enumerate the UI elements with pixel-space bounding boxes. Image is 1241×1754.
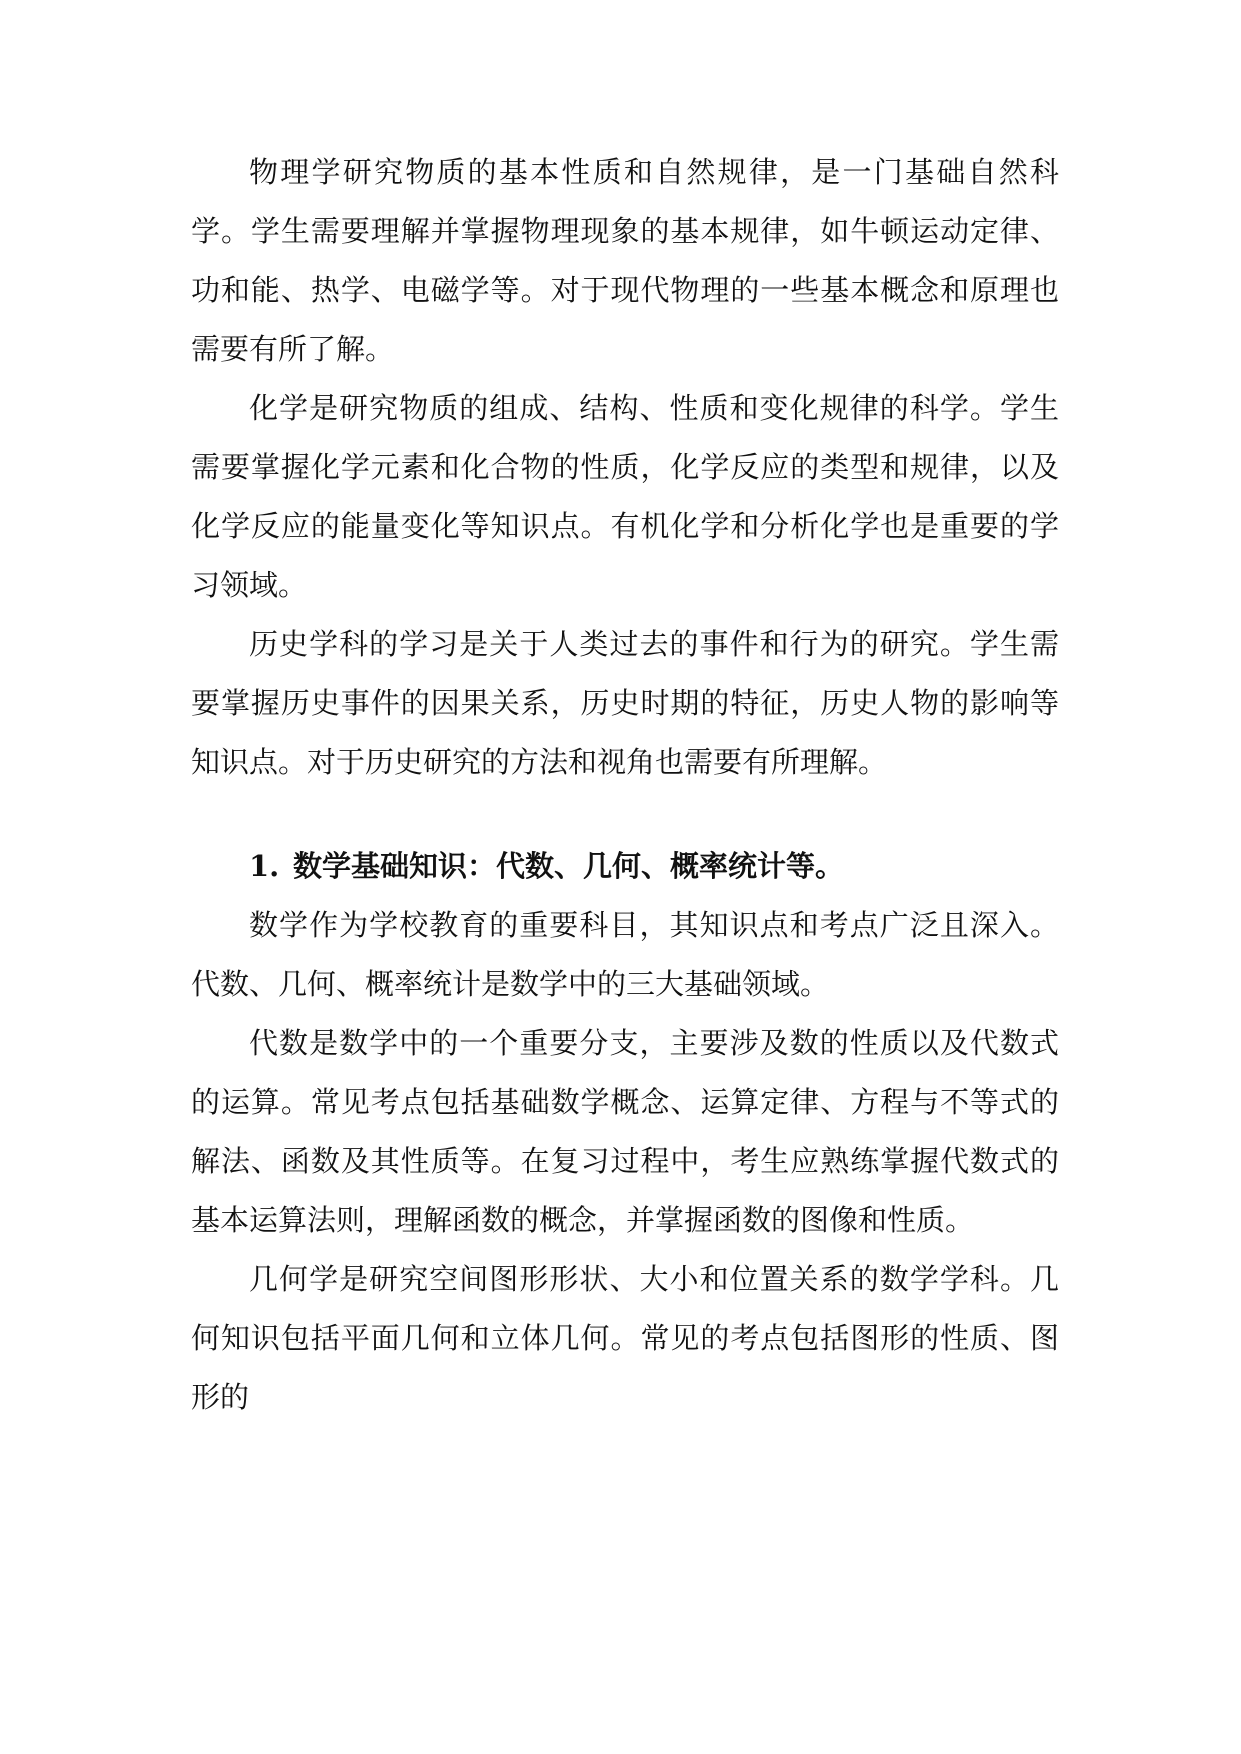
section-heading-number: 1.	[249, 849, 280, 883]
paragraph-physics: 物理学研究物质的基本性质和自然规律，是一门基础自然科学。学生需要理解并掌握物理现象的基本规律，如牛顿运动定律、功和能、热学、电磁学等。对于现代物理的一些基本概念和原理也需要有所了解。	[191, 155, 1059, 366]
paragraph-geometry: 几何学是研究空间图形形状、大小和位置关系的数学学科。几何知识包括平面几何和立体几何。常见的考点包括图形的性质、图形的	[191, 1262, 1059, 1414]
paragraph-chemistry: 化学是研究物质的组成、结构、性质和变化规律的科学。学生需要掌握化学元素和化合物的性质，化学反应的类型和规律，以及化学反应的能量变化等知识点。有机化学和分析化学也是重要的学习领域。	[191, 391, 1059, 602]
paragraph-history: 历史学科的学习是关于人类过去的事件和行为的研究。学生需要掌握历史事件的因果关系，历史时期的特征，历史人物的影响等知识点。对于历史研究的方法和视角也需要有所理解。	[191, 627, 1059, 779]
paragraph-algebra: 代数是数学中的一个重要分支，主要涉及数的性质以及代数式的运算。常见考点包括基础数学概念、运算定律、方程与不等式的解法、函数及其性质等。在复习过程中，考生应熟练掌握代数式的基本运算法则，理解函数的概念，并掌握函数的图像和性质。	[191, 1026, 1059, 1237]
section-heading-text: 数学基础知识：代数、几何、概率统计等。	[293, 849, 845, 883]
paragraph-math-intro: 数学作为学校教育的重要科目，其知识点和考点广泛且深入。代数、几何、概率统计是数学中的三大基础领域。	[191, 908, 1059, 1001]
section-heading	[191, 837, 1059, 896]
document-body	[191, 143, 1059, 1427]
